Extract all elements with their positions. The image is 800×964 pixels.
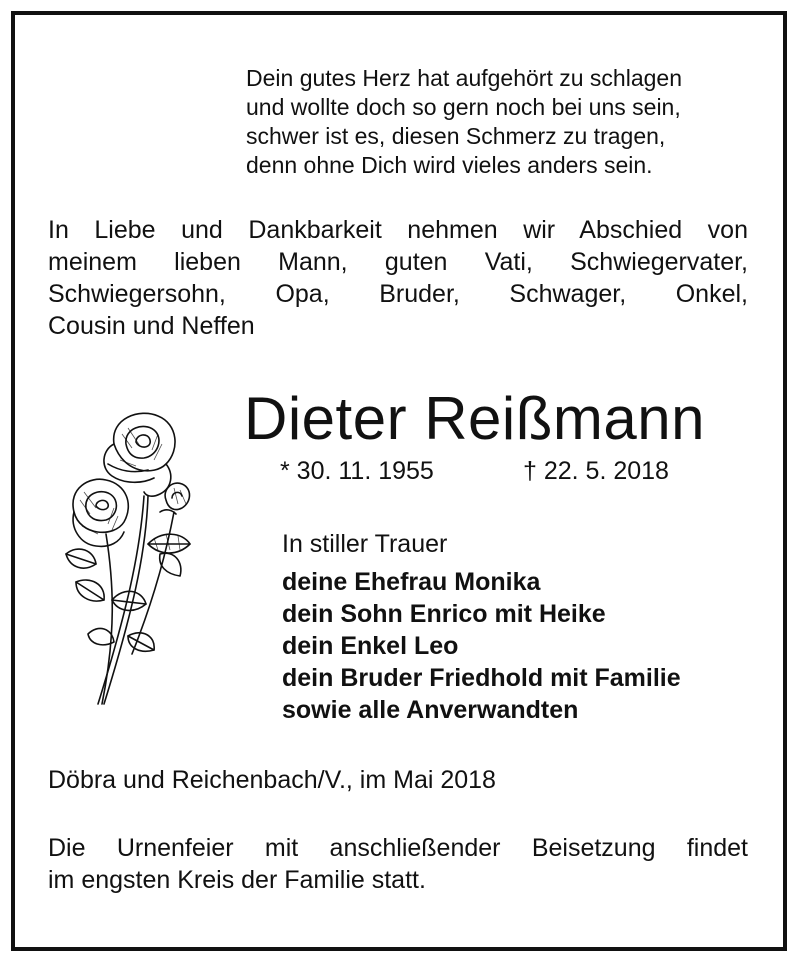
place-and-date: Döbra und Reichenbach/V., im Mai 2018 (48, 766, 496, 794)
mourner: dein Sohn Enrico mit Heike (282, 600, 606, 628)
farewell-line: Cousin und Neffen (48, 312, 255, 340)
farewell-line: Schwiegersohn, Opa, Bruder, Schwager, Onkel, (48, 280, 748, 308)
mourner: dein Enkel Leo (282, 632, 459, 660)
mourner: sowie alle Anverwandten (282, 696, 579, 724)
deceased-name: Dieter Reißmann (244, 385, 705, 452)
farewell-text (48, 214, 748, 342)
poem-line: denn ohne Dich wird vieles anders sein. (246, 152, 653, 178)
farewell-line: meinem lieben Mann, guten Vati, Schwiegervater, (48, 248, 748, 276)
poem-line: schwer ist es, diesen Schmerz zu tragen, (246, 123, 666, 149)
funeral-notice (48, 832, 748, 896)
mourners-list (282, 566, 681, 726)
poem-line: und wollte doch so gern noch bei uns sein, (246, 94, 681, 120)
death-date: † 22. 5. 2018 (523, 457, 669, 485)
mourning-intro: In stiller Trauer (282, 530, 448, 558)
notice-line: Die Urnenfeier mit anschließender Beisetzung findet (48, 834, 748, 862)
poem-line: Dein gutes Herz hat aufgehört zu schlagen (246, 65, 682, 91)
rose-illustration-icon (62, 404, 202, 712)
birth-date: * 30. 11. 1955 (280, 457, 434, 485)
farewell-line: In Liebe und Dankbarkeit nehmen wir Abschied von (48, 216, 748, 244)
mourner: deine Ehefrau Monika (282, 568, 541, 596)
notice-line: im engsten Kreis der Familie statt. (48, 866, 426, 894)
mourner: dein Bruder Friedhold mit Familie (282, 664, 681, 692)
poem (246, 64, 682, 180)
